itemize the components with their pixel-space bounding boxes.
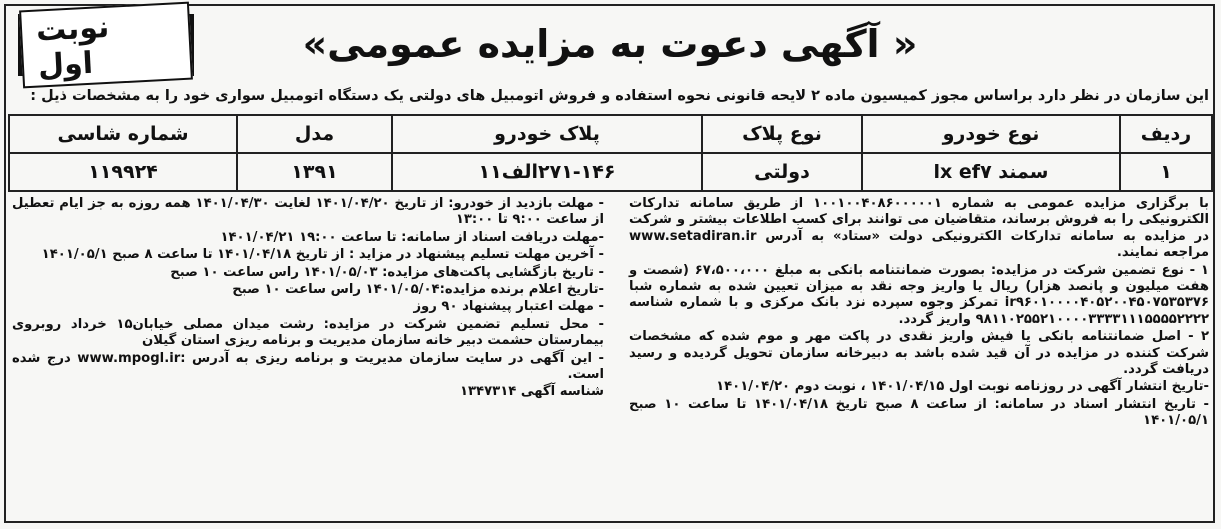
cell-plate-type: دولتی [702,153,862,191]
table-row [9,153,1212,191]
intro-text: این سازمان در نظر دارد براساس مجوز کمیسیون ماده ۲ لایحه قانونی نحوه استفاده و فروش اتومبیل های دولتی یک دستگاه اتومبیل سواری خود را به مشخصات ذیل : [30,88,1209,104]
cell-chassis-number: ۱۱۹۹۲۴ [9,153,237,191]
document-release-paragraph: - تاریخ انتشار اسناد در سامانه: از ساعت ۸ صبح تاریخ ۱۴۰۱/۰۴/۱۸ تا ساعت ۱۰ صبح ۱۴۰۱/۰۵/۱ [629,396,1209,429]
badge-label: نوبت اول [19,2,193,89]
submission-deadline-item: - آخرین مهلت تسلیم پیشنهاد در مزاید : از تاریخ ۱۴۰۱/۰۴/۱۸ تا ساعت ۸ صبح ۱۴۰۱/۰۵/۱ [41,247,604,263]
cell-plate-number: ۲۷۱-۱۴۶الف۱۱ [392,153,702,191]
header-plate-type: نوع پلاک [702,115,862,153]
submission-location-item: - محل تسلیم تضمین شرکت در مزایده: رشت میدان مصلی خیابان۱۵ خرداد روبروی بیمارستان حشمت دبیر خانه سازمان مدیریت و برنامه ریزی استان گیلان [12,316,604,349]
header-plate-number: پلاک خودرو [392,115,702,153]
left-column [12,196,604,402]
cell-vehicle-type: سمند lx ef۷ [862,153,1120,191]
header-row-number: ردیف [1120,115,1212,153]
winner-announcement-item: -تاریخ اعلام برنده مزایده:۱۴۰۱/۰۵/۰۴ راس ساعت ۱۰ صبح [232,282,604,298]
header-model: مدل [237,115,392,153]
notice-id-item: شناسه آگهی ۱۳۴۷۳۱۴ [459,384,604,400]
right-column [629,196,1209,431]
publication-badge [18,9,194,84]
header-chassis-number: شماره شاسی [9,115,237,153]
notice-title: « آگهی دعوت به مزایده عمومی» [302,22,918,66]
cell-row-number: ۱ [1120,153,1212,191]
website-notice-item: - این آگهی در سایت سازمان مدیریت و برنامه ریزی به آدرس :www.mpogl.ir درج شده است. [12,350,604,383]
publication-dates-paragraph: -تاریخ انتشار آگهی در روزنامه نوبت اول ۱۴۰۱/۰۴/۱۵ ، نوبت دوم ۱۴۰۱/۰۴/۲۰ [716,379,1209,395]
guarantee-delivery-paragraph: ۲ - اصل ضمانتنامه بانکی یا فیش واریز نقدی در پاکت مهر و موم شده که مشخصات شرکت کننده در مزایده در آن قید شده باشد به دبیرخانه سازمان تحویل گردیده و رسید دریافت گردد. [629,329,1209,378]
document-deadline-item: -مهلت دریافت اسناد از سامانه: تا ساعت ۱۹:۰۰ ۱۴۰۱/۰۴/۲۱ [220,229,604,245]
validity-period-item: - مهلت اعتبار پیشنهاد ۹۰ روز [413,299,604,315]
opening-date-item: - تاریخ بازگشایی پاکت‌های مزایده: ۱۴۰۱/۰۵/۰۳ راس ساعت ۱۰ صبح [170,264,604,280]
guarantee-type-paragraph: ۱ - نوع تضمین شرکت در مزایده: بصورت ضمانتنامه بانکی به مبلغ ۶۷،۵۰۰،۰۰۰ (شصت و هفت میلیون و پانصد هزار) ریال یا واریز وجه نقد به میزان تعیین شده به شماره شبا ir۹۶۰۱۰۰۰۰۴۰۵۲۰۰۴۵۰۷۵۳۵۳۷۶ تمرکز وجوه سپرده نزد بانک مرکزی و با شماره شناسه ۹۸۱۱۰۲۵۵۲۱۰۰۰۰۳۳۳۳۱۱۱۵۵۵۵۲۲۲۲ واریز گردد. [629,262,1209,327]
auction-intro-paragraph: با برگزاری مزایده عمومی به شماره ۱۰۰۱۰۰۴۰۸۶۰۰۰۰۰۱ از طریق سامانه تدارکات الکترونیکی را به فروش برساند، متقاضیان می توانند برای کسب اطلاعات بیشتر و شرکت در مزایده به سامانه تدارکات الکترونیکی دولت «ستاد» به آدرس www.setadiran.ir مراجعه نمایند. [629,196,1210,261]
cell-model: ۱۳۹۱ [237,153,392,191]
vehicle-table [8,114,1213,192]
table-header-row [9,115,1212,153]
visit-deadline-item: - مهلت بازدید از خودرو: از تاریخ ۱۴۰۱/۰۴/۲۰ لغایت ۱۴۰۱/۰۴/۳۰ همه روزه به جز ایام تعطیل از ساعت ۹:۰۰ تا ۱۳:۰۰ [12,196,605,228]
header-vehicle-type: نوع خودرو [862,115,1120,153]
